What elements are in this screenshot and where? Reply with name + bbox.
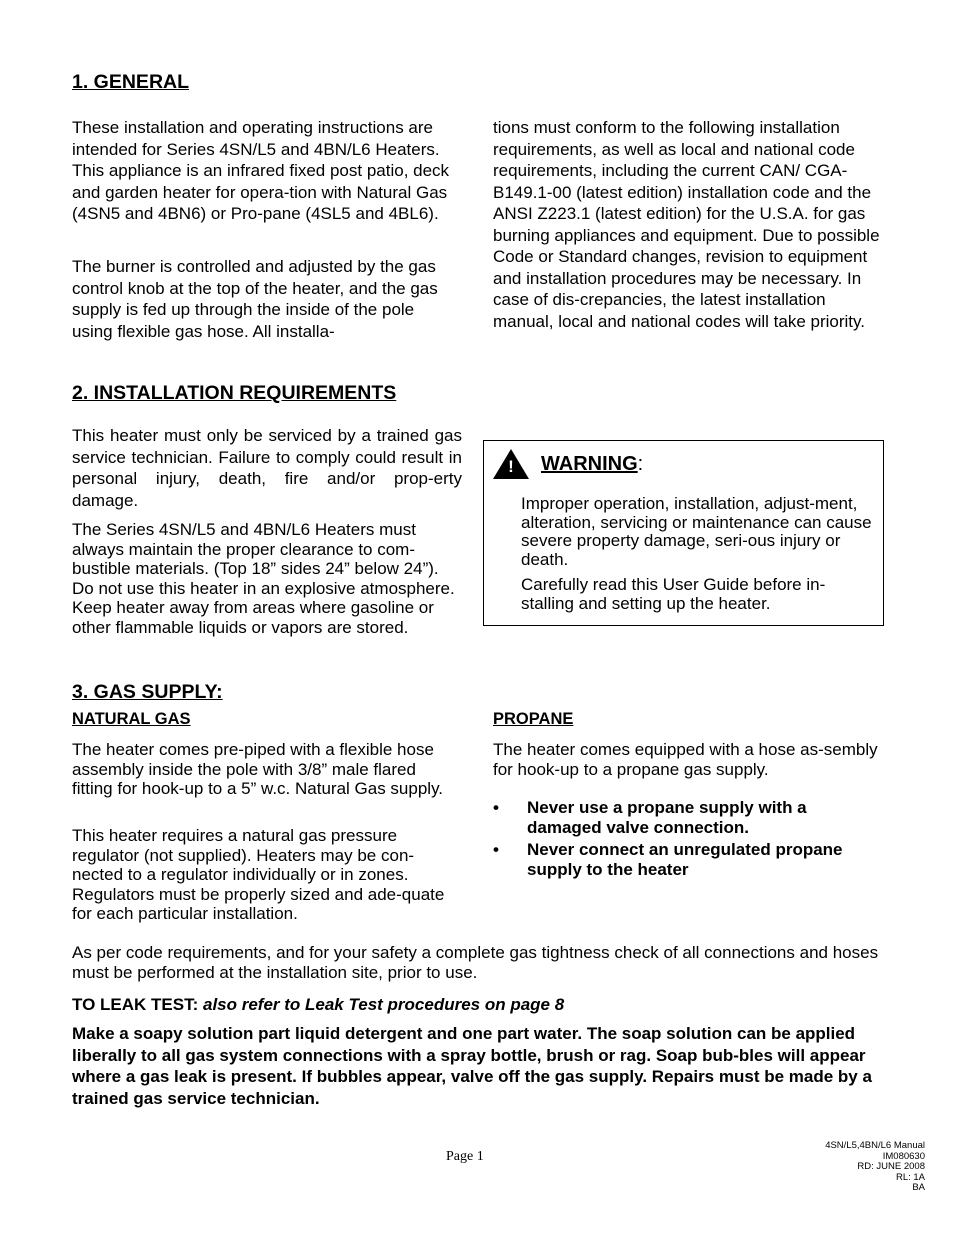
list-item: [493, 798, 883, 837]
warning-exclamation-glyph: !: [508, 457, 514, 476]
warning-paragraph-1: Improper operation, installation, adjust-ment, alteration, servicing or maintenance can cause severe property damage, seri-ous injury or death.: [521, 494, 872, 569]
page-number: Page 1: [446, 1149, 484, 1164]
natural-gas-paragraph-2: This heater requires a natural gas pressure regulator (not supplied). Heaters may be con-nected to a regulator individually or in zones. Regulators must be properly sized and ade-quate for each particular installation.: [72, 826, 445, 923]
list-item-text: Never use a propane supply with a damaged valve connection.: [527, 798, 807, 837]
doc-id-line: RL: 1A: [895, 1171, 925, 1183]
document-identifier: [785, 1141, 925, 1194]
propane-heading: PROPANE: [493, 710, 574, 728]
warning-box: [483, 440, 884, 626]
bullet-glyph: •: [493, 840, 499, 859]
list-item-text: Never connect an unregulated propane supply to the heater: [527, 840, 843, 879]
natural-gas-heading: NATURAL GAS: [72, 710, 191, 728]
section-heading-installation: 2. INSTALLATION REQUIREMENTS: [72, 382, 397, 404]
warning-paragraph-2: Carefully read this User Guide before in-stalling and setting up the heater.: [521, 575, 826, 613]
warning-title-line: [541, 453, 643, 476]
doc-id-line: RD: JUNE 2008: [857, 1161, 925, 1172]
leak-test-reference: also refer to Leak Test procedures on page 8: [202, 995, 565, 1014]
general-paragraph-3: tions must conform to the following installation requirements, as well as local and national code requirements, including the current CAN/ CGA-B149.1-00 (latest edition) installation code and the ANSI Z223.1 (latest edition) for the U.S.A. for gas burning appliances and equipment. Due to possible Code or Standard changes, revision to equipment and installation procedures may be necessary. In case of dis-crepancies, the latest installation manual, local and national codes will take priority.: [493, 118, 880, 331]
general-paragraph-1: These installation and operating instructions are intended for Series 4SN/L5 and 4BN/L6 Heaters. This appliance is an infrared fixed post patio, deck and garden heater for opera-tion with Natural Gas (4SN5 and 4BN6) or Pro-pane (4SL5 and 4BL6).: [72, 118, 450, 223]
general-paragraph-2: The burner is controlled and adjusted by the gas control knob at the top of the heater, and the gas supply is fed up through the inside of the pole using flexible gas hose. All installa-: [72, 257, 438, 341]
installation-paragraph-2: The Series 4SN/L5 and 4BN/L6 Heaters must always maintain the proper clearance to com-bustible materials. (Top 18” sides 24” below 24”). Do not use this heater in an explosive atmosphere. Keep heater away from areas where gasoline or other flammable liquids or vapors are stored.: [72, 520, 455, 637]
propane-paragraph: The heater comes equipped with a hose as-sembly for hook-up to a propane gas supply.: [493, 740, 878, 779]
doc-id-line: BA: [912, 1182, 925, 1193]
warning-title: WARNING: [541, 453, 638, 475]
leak-test-instructions: Make a soapy solution part liquid detergent and one part water. The soap solution can be applied liberally to all gas system connections with a spray bottle, brush or rag. Soap bub-bles will appear where a gas leak is present. If bubbles appear, valve off the gas supply. Repairs must be made by a trained gas service technician.: [72, 1024, 872, 1108]
leak-test-label: TO LEAK TEST:: [72, 995, 203, 1014]
warning-triangle-icon: [491, 447, 531, 481]
doc-id-line: 4SN/L5,4BN/L6 Manual: [825, 1140, 925, 1151]
warning-colon: :: [637, 453, 644, 475]
natural-gas-paragraph-1: The heater comes pre-piped with a flexible hose assembly inside the pole with 3/8” male flared fitting for hook-up to a 5” w.c. Natural Gas supply.: [72, 740, 444, 798]
bullet-glyph: •: [493, 798, 499, 817]
installation-paragraph-1: This heater must only be serviced by a trained gas service technician. Failure to comply could result in personal injury, death, fire and/or prop-erty damage.: [72, 426, 462, 510]
propane-warning-list: [493, 798, 883, 882]
section-heading-general: 1. GENERAL: [72, 71, 190, 93]
section-heading-gas-supply: 3. GAS SUPPLY:: [72, 681, 223, 703]
doc-id-line: IM080630: [882, 1150, 925, 1162]
gas-tightness-paragraph: As per code requirements, and for your safety a complete gas tightness check of all connections and hoses must be performed at the installation site, prior to use.: [72, 943, 879, 982]
list-item: [493, 840, 883, 879]
leak-test-line: [72, 995, 564, 1015]
